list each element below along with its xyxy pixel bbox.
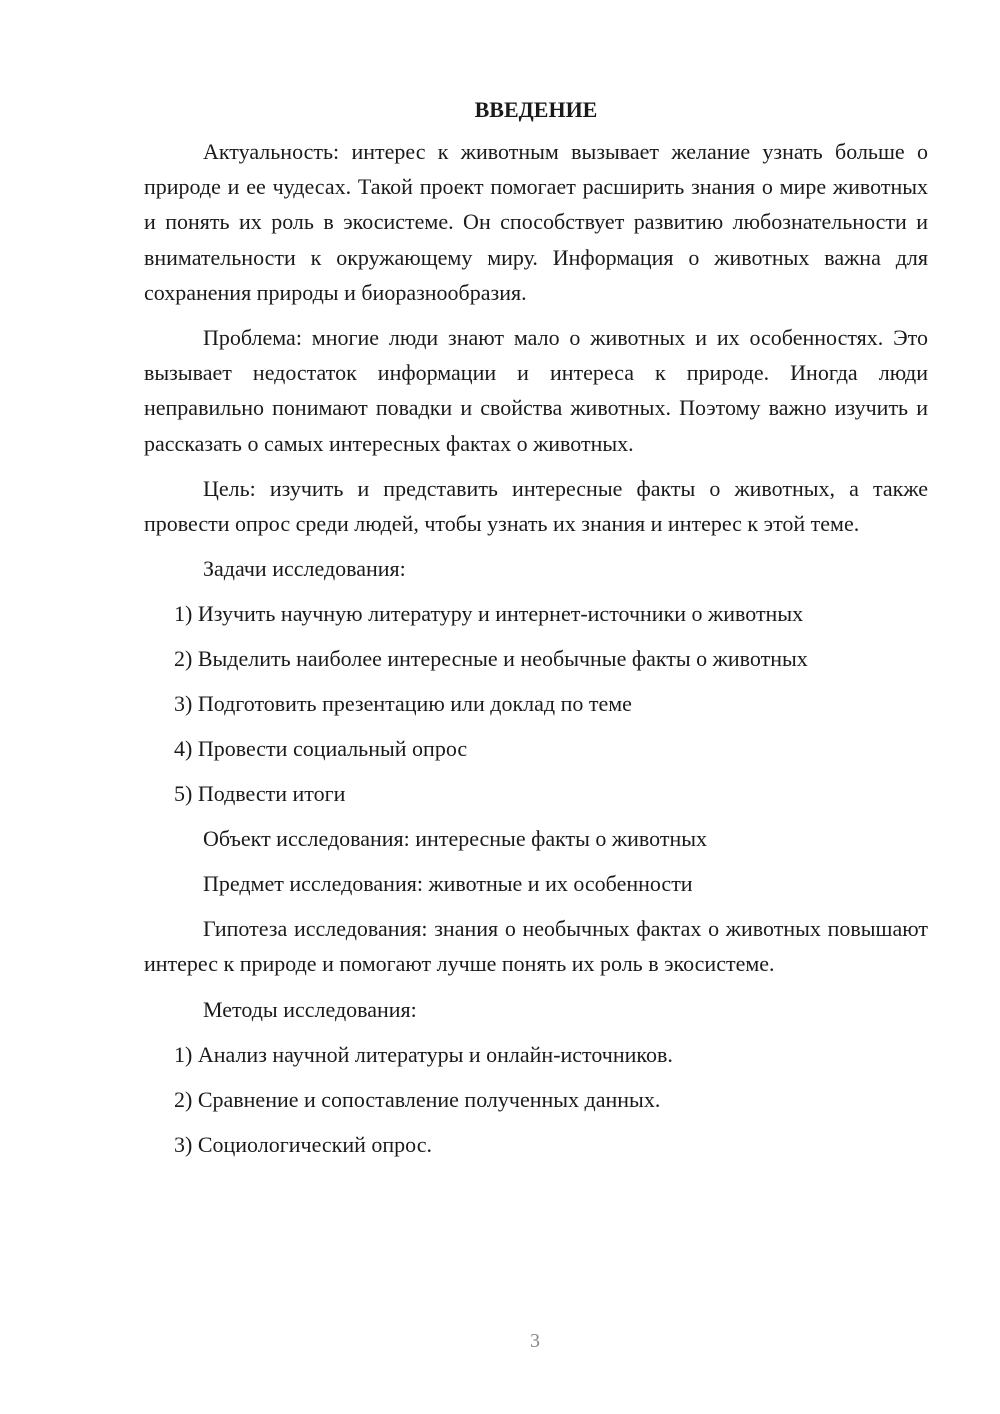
- tasks-list: [144, 596, 928, 811]
- methods-heading: Методы исследования:: [203, 996, 417, 1022]
- list-item: 2) Сравнение и сопоставление полученных данных.: [174, 1086, 661, 1112]
- document-page: [144, 92, 928, 1172]
- list-item: 2) Выделить наиболее интересные и необычные факты о животных: [174, 646, 808, 672]
- research-subject: Предмет исследования: животные и их особенности: [203, 871, 693, 897]
- problem-paragraph: Проблема: многие люди знают мало о животных и их особенностях. Это вызывает недостаток информации и интереса к природе. Иногда люди неправильно понимают повадки и свойства животных. Поэтому важно изучить и рассказать о самых интересных фактах о животных.: [144, 325, 928, 456]
- list-item: 3) Социологический опрос.: [174, 1131, 432, 1157]
- list-item: 4) Провести социальный опрос: [174, 736, 468, 762]
- relevance-paragraph: Актуальность: интерес к животным вызывает желание узнать больше о природе и ее чудесах. Такой проект помогает расширить знания о мире животных и понять их роль в экосистеме. Он способствует развитию любознательности и внимательности к окружающему миру. Информация о животных важна для сохранения природы и биоразнообразия.: [144, 139, 928, 305]
- tasks-heading: Задачи исследования:: [203, 556, 406, 582]
- list-item: 3) Подготовить презентацию или доклад по теме: [174, 691, 632, 717]
- goal-paragraph: Цель: изучить и представить интересные факты о животных, а также провести опрос среди людей, чтобы узнать их знания и интерес к этой теме.: [144, 475, 928, 537]
- methods-list: [144, 1037, 928, 1162]
- list-item: 1) Изучить научную литературу и интернет-источники о животных: [174, 601, 804, 627]
- list-item: 5) Подвести итоги: [174, 781, 346, 807]
- hypothesis-paragraph: Гипотеза исследования: знания о необычных фактах о животных повышают интерес к природе и помогают лучше понять их роль в экосистеме.: [144, 916, 928, 977]
- list-item: 1) Анализ научной литературы и онлайн-источников.: [174, 1041, 673, 1067]
- research-object: Объект исследования: интересные факты о животных: [203, 826, 708, 852]
- section-title: ВВЕДЕНИЕ: [474, 97, 598, 122]
- page-number: 3: [530, 1330, 540, 1352]
